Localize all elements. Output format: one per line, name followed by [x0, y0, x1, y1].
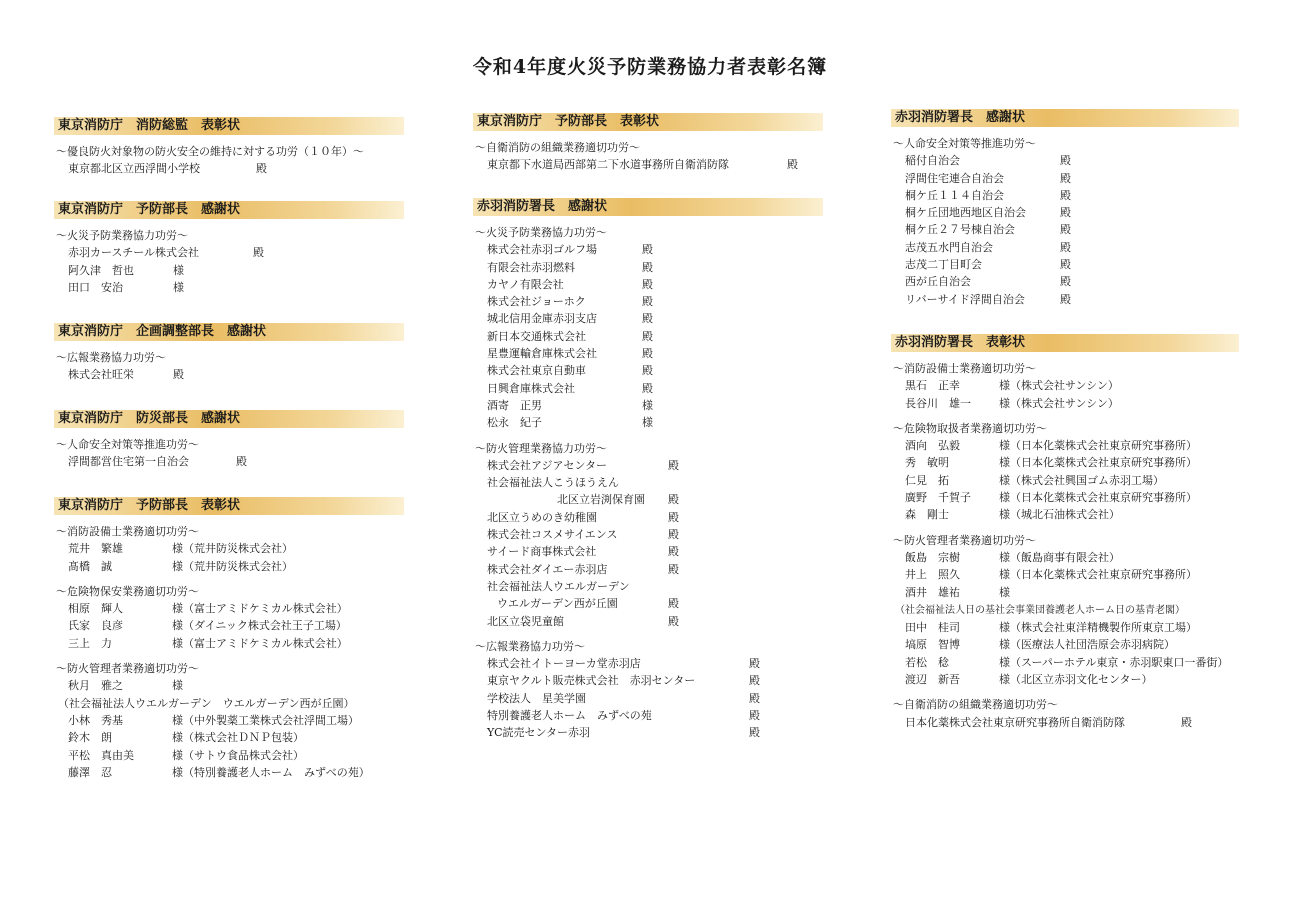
recipient-row [905, 152, 1239, 169]
recipient-name: 井上 照久 [905, 568, 960, 582]
honorific: 様 [172, 679, 183, 693]
award-section [54, 201, 404, 296]
recipient-name: 星豊運輸倉庫株式会社 [487, 347, 597, 361]
recipient-name: 稲付自治会 [905, 154, 960, 168]
honorific: 様（荒井防災株式会社） [172, 542, 293, 556]
recipient-name: 北区立岩渕保育園 [557, 493, 645, 507]
recipient-row [487, 345, 823, 362]
recipient-name: 阿久津 哲也 [68, 263, 134, 277]
recipient-name: 平松 真由美 [68, 748, 134, 762]
recipient-name: 相原 輝人 [68, 602, 123, 616]
honorific: 殿 [642, 312, 653, 326]
honorific: 様（スーパーホテル東京・赤羽駅東口一番街） [999, 655, 1229, 669]
recipient-name: 桐ケ丘２７号棟自治会 [905, 223, 1015, 237]
recipient-name: 廣野 千賀子 [905, 491, 971, 505]
recipient-row [905, 239, 1239, 256]
honorific: 殿 [256, 162, 267, 176]
recipient-row [68, 558, 404, 575]
honorific: 様 [642, 416, 653, 430]
recipient-row [487, 491, 823, 508]
honorific: 殿 [642, 295, 653, 309]
recipient-name: サイード商事株式会社 [487, 545, 597, 559]
honorific: 殿 [1060, 154, 1071, 168]
recipient-row [905, 549, 1239, 566]
section-header: 東京消防庁 予防部長 感謝状 [54, 201, 404, 219]
honorific: 殿 [1060, 292, 1071, 306]
recipient-name: 氏家 良彦 [68, 619, 123, 633]
honorific: 様（株式会社東洋精機製作所東京工場） [999, 621, 1197, 635]
honorific: 殿 [749, 726, 760, 740]
recipient-name: 志茂二丁目町会 [905, 258, 982, 272]
category-label: ～人命安全対策等推進功労～ [56, 438, 199, 451]
recipient-name: 酒井 雄祐 [905, 585, 960, 599]
recipient-name: 三上 力 [68, 636, 112, 650]
recipient-name: 浮間住宅連合自治会 [905, 171, 1004, 185]
category-label: ～人命安全対策等推進功労～ [893, 137, 1036, 150]
category-label: ～火災予防業務協力功労～ [475, 226, 607, 239]
honorific: 殿 [787, 158, 798, 172]
honorific: 殿 [749, 709, 760, 723]
recipient-name: カヤノ有限会社 [487, 277, 564, 291]
recipient-name: 日本化薬株式会社東京研究事務所自衛消防隊 [905, 715, 1125, 729]
recipient-name: 北区立うめのき幼稚園 [487, 510, 597, 524]
honorific: 殿 [642, 260, 653, 274]
award-section [54, 323, 404, 384]
honorific: 殿 [1060, 275, 1071, 289]
recipient-name: 有限会社赤羽燃料 [487, 260, 575, 274]
recipient-row [68, 160, 404, 177]
recipient-row [68, 600, 404, 617]
recipient-row [487, 414, 823, 431]
recipient-row [487, 156, 823, 173]
recipient-row [905, 291, 1239, 308]
recipient-row [487, 362, 823, 379]
recipient-row [487, 509, 823, 526]
recipient-name: 浮間都営住宅第一自治会 [68, 455, 189, 469]
recipient-name: 桐ケ丘１１４自治会 [905, 188, 1004, 202]
section-header: 赤羽消防署長 感謝状 [891, 109, 1239, 127]
recipient-name: 田口 安治 [68, 280, 123, 294]
recipient-row [487, 613, 823, 630]
recipient-name: 桐ケ丘団地西地区自治会 [905, 206, 1026, 220]
recipient-row [487, 526, 823, 543]
award-group [54, 523, 404, 575]
award-section [473, 113, 823, 174]
honorific: 殿 [1060, 188, 1071, 202]
honorific: 殿 [642, 381, 653, 395]
recipient-row [905, 256, 1239, 273]
recipient-name: 長谷川 雄一 [905, 396, 971, 410]
recipient-name: 西が丘自治会 [905, 275, 971, 289]
honorific: 様 [173, 263, 184, 277]
recipient-name: 東京都北区立西浮間小学校 [68, 162, 200, 176]
recipient-row [905, 714, 1239, 731]
recipient-name: 社会福祉法人こうほうえん [487, 476, 619, 490]
recipient-row [905, 221, 1239, 238]
recipient-row [905, 489, 1239, 506]
recipient-row [895, 601, 1239, 619]
honorific: 様（医療法人社団浩原会赤羽病院） [999, 638, 1175, 652]
category-label: ～自衛消防の組織業務適切功労～ [893, 698, 1058, 712]
honorific: 様（サトウ食品株式会社） [172, 748, 304, 762]
honorific: 様 [642, 398, 653, 412]
award-section [891, 334, 1239, 731]
award-group [54, 436, 404, 471]
recipient-row [905, 454, 1239, 471]
recipient-row [58, 695, 404, 712]
category-label: ～自衛消防の組織業務適切功労～ [475, 141, 640, 154]
honorific: 殿 [749, 674, 760, 688]
recipient-name: 学校法人 星美学園 [487, 691, 586, 705]
section-header: 赤羽消防署長 感謝状 [473, 198, 823, 216]
recipient-name: 特別養護老人ホーム みずべの苑 [487, 709, 652, 723]
honorific: 様（株式会社興国ゴム赤羽工場） [999, 473, 1164, 487]
recipient-row [487, 707, 823, 724]
honorific: 様（荒井防災株式会社） [172, 559, 293, 573]
recipient-name: 酒寄 正男 [487, 398, 542, 412]
award-group [891, 532, 1239, 689]
recipient-name: 北区立袋児童館 [487, 614, 564, 628]
recipient-row [68, 244, 404, 261]
recipient-name: 日興倉庫株式会社 [487, 381, 575, 395]
recipient-row [487, 474, 823, 491]
recipient-name: 赤羽カースチール株式会社 [68, 246, 200, 260]
recipient-row [68, 453, 404, 470]
recipient-name: 藤澤 忍 [68, 765, 112, 779]
award-group [473, 440, 823, 630]
recipient-name: 東京都下水道局西部第二下水道事務所自衛消防隊 [487, 158, 729, 172]
category-label: ～防火管理者業務適切功労～ [56, 662, 199, 676]
recipient-name: 秋月 雅之 [68, 679, 123, 693]
section-header: 東京消防庁 企画調整部長 感謝状 [54, 323, 404, 341]
award-group [891, 696, 1239, 731]
section-header: 東京消防庁 予防部長 表彰状 [54, 497, 404, 515]
honorific: 殿 [1060, 258, 1071, 272]
honorific: 殿 [668, 614, 679, 628]
honorific: 様（中外製薬工業株式会社浮間工場） [172, 713, 359, 727]
document-title: 令和4年度火災予防業務協力者表彰名簿 [472, 56, 828, 78]
honorific: 殿 [1060, 171, 1071, 185]
honorific: 様（株式会社サンシン） [999, 396, 1119, 410]
category-label: ～広報業務協力功労～ [475, 639, 585, 653]
recipient-row [487, 310, 823, 327]
recipient-name: 株式会社東京自動車 [487, 364, 586, 378]
honorific: 殿 [749, 657, 760, 671]
honorific: 様（城北石油株式会社） [999, 508, 1120, 522]
honorific: 殿 [642, 364, 653, 378]
honorific: 様（日本化薬株式会社東京研究事務所） [999, 491, 1197, 505]
recipient-row [68, 279, 404, 296]
recipient-row [487, 690, 823, 707]
section-header: 赤羽消防署長 表彰状 [891, 334, 1239, 352]
award-group [473, 638, 823, 742]
honorific: 殿 [642, 329, 653, 343]
honorific: 殿 [668, 458, 679, 472]
recipient-row [487, 293, 823, 310]
honorific: 殿 [253, 246, 264, 260]
recipient-name: 城北信用金庫赤羽支店 [487, 312, 597, 326]
recipient-row [68, 635, 404, 652]
award-group [473, 224, 823, 432]
recipient-row [487, 655, 823, 672]
recipient-name: 渡辺 新吾 [905, 673, 960, 687]
recipient-name: 鈴木 朗 [68, 731, 112, 745]
recipient-row [487, 328, 823, 345]
recipient-row [68, 540, 404, 557]
recipient-name: 株式会社アジアセンター [487, 458, 608, 472]
honorific: 様（日本化薬株式会社東京研究事務所） [999, 568, 1197, 582]
recipient-row [68, 262, 404, 279]
honorific: 様（富士アミドケミカル株式会社） [172, 602, 348, 616]
recipient-name: 飯島 宗樹 [905, 550, 960, 564]
honorific: 様 [173, 280, 184, 294]
recipient-name: 黒石 正幸 [905, 379, 960, 393]
recipient-name: 新日本交通株式会社 [487, 329, 586, 343]
recipient-row [68, 729, 404, 746]
award-group [891, 135, 1239, 308]
honorific: 様（ダイニック株式会社王子工場） [172, 619, 347, 633]
recipient-row [487, 380, 823, 397]
recipient-name: 株式会社ジョーホク [487, 295, 586, 309]
recipient-row [68, 617, 404, 634]
honorific: 様（株式会社ＤＮＰ包装） [172, 731, 304, 745]
recipient-row [68, 764, 404, 781]
honorific: 殿 [642, 277, 653, 291]
section-header: 東京消防庁 消防総監 表彰状 [54, 117, 404, 135]
recipient-row [905, 506, 1239, 523]
recipient-row [487, 543, 823, 560]
award-group [54, 227, 404, 296]
award-group [473, 139, 823, 174]
honorific: 殿 [668, 597, 679, 611]
honorific: 様（富士アミドケミカル株式会社） [172, 636, 348, 650]
recipient-row [905, 187, 1239, 204]
recipient-row [68, 366, 404, 383]
recipient-row [905, 273, 1239, 290]
honorific: 様（特別養護老人ホーム みずべの苑） [172, 765, 370, 779]
recipient-row [905, 170, 1239, 187]
honorific: 殿 [236, 455, 247, 469]
award-section [54, 497, 404, 781]
recipient-name: リバーサイド浮間自治会 [905, 292, 1025, 306]
recipient-name: 東京ヤクルト販売株式会社 赤羽センター [487, 674, 696, 688]
recipient-row [905, 377, 1239, 394]
recipient-affiliation: （社会福祉法人ウエルガーデン ウエルガーデン西が丘園） [58, 696, 355, 710]
recipient-row [905, 654, 1239, 671]
recipient-row [905, 584, 1239, 601]
recipient-row [487, 276, 823, 293]
recipient-name: 株式会社コスメサイエンス [487, 528, 618, 542]
recipient-name: 荒井 繁雄 [68, 542, 123, 556]
recipient-name: 髙橋 誠 [68, 559, 112, 573]
recipient-row [487, 595, 823, 612]
recipient-name: 秀 敏明 [905, 456, 949, 470]
honorific: 殿 [668, 528, 679, 542]
recipient-row [487, 241, 823, 258]
recipient-row [487, 561, 823, 578]
award-section [54, 117, 404, 178]
honorific: 様 [999, 585, 1010, 599]
honorific: 殿 [668, 493, 679, 507]
recipient-row [905, 619, 1239, 636]
category-label: ～消防設備士業務適切功労～ [56, 525, 199, 538]
honorific: 殿 [173, 368, 184, 382]
recipient-row [68, 712, 404, 729]
honorific: 様（日本化薬株式会社東京研究事務所） [999, 439, 1197, 453]
recipient-name: 志茂五水門自治会 [905, 240, 993, 254]
honorific: 殿 [642, 347, 653, 361]
honorific: 様（北区立赤羽文化センター） [999, 673, 1153, 687]
recipient-row [905, 472, 1239, 489]
category-label: ～危険物保安業務適切功労～ [56, 584, 199, 598]
recipient-name: 株式会社ダイエー赤羽店 [487, 562, 608, 576]
recipient-row [487, 457, 823, 474]
award-group [54, 660, 404, 781]
category-label: ～危険物取扱者業務適切功労～ [893, 421, 1047, 435]
recipient-affiliation: （社会福祉法人日の基社会事業団養護老人ホーム日の基青老閣） [895, 604, 1185, 616]
award-section [54, 410, 404, 471]
recipient-name: 酒向 弘毅 [905, 439, 960, 453]
honorific: 様（飯島商事有限会社） [999, 550, 1120, 564]
award-group [54, 143, 404, 178]
award-section [891, 109, 1239, 308]
category-label: ～優良防火対象物の防火安全の維持に対する功労（１０年）～ [56, 145, 364, 158]
honorific: 殿 [642, 243, 653, 257]
recipient-row [68, 677, 404, 694]
honorific: 殿 [668, 562, 679, 576]
recipient-row [905, 566, 1239, 583]
recipient-name: 塙原 智博 [905, 638, 960, 652]
recipient-name: YC読売センター赤羽 [487, 726, 591, 740]
recipient-name: 松永 紀子 [487, 416, 542, 430]
recipient-name: 仁見 拓 [905, 473, 949, 487]
recipient-name: 森 剛士 [905, 508, 949, 522]
award-group [54, 349, 404, 384]
honorific: 様（株式会社サンシン） [999, 379, 1119, 393]
award-group [54, 583, 404, 652]
recipient-row [487, 672, 823, 689]
category-label: ～広報業務協力功労～ [56, 351, 166, 364]
category-label: ～消防設備士業務適切功労～ [893, 362, 1036, 375]
honorific: 殿 [668, 545, 679, 559]
category-label: ～防火管理者業務適切功労～ [893, 533, 1036, 547]
recipient-name: 株式会社旺栄 [68, 368, 134, 382]
recipient-name: 社会福祉法人ウエルガーデン [487, 579, 630, 593]
recipient-name: 田中 桂司 [905, 621, 960, 635]
section-header: 東京消防庁 予防部長 表彰状 [473, 113, 823, 131]
recipient-row [905, 671, 1239, 688]
honorific: 殿 [1181, 715, 1192, 729]
recipient-row [905, 204, 1239, 221]
honorific: 殿 [1060, 206, 1071, 220]
recipient-row [905, 437, 1239, 454]
honorific: 殿 [1060, 240, 1071, 254]
section-header: 東京消防庁 防災部長 感謝状 [54, 410, 404, 428]
recipient-row [905, 395, 1239, 412]
category-label: ～防火管理業務協力功労～ [475, 441, 607, 455]
recipient-row [905, 636, 1239, 653]
recipient-name: 小林 秀基 [68, 713, 123, 727]
award-group [891, 420, 1239, 524]
honorific: 殿 [1060, 223, 1071, 237]
award-group [891, 360, 1239, 412]
recipient-name: ウエルガーデン西が丘園 [497, 597, 618, 611]
recipient-name: 株式会社イトーヨーカ堂赤羽店 [487, 657, 641, 671]
category-label: ～火災予防業務協力功労～ [56, 229, 188, 242]
award-section [473, 198, 823, 742]
honorific: 殿 [749, 691, 760, 705]
recipient-row [487, 397, 823, 414]
honorific: 殿 [668, 510, 679, 524]
recipient-row [487, 578, 823, 595]
recipient-row [487, 259, 823, 276]
recipient-row [487, 724, 823, 741]
recipient-name: 株式会社赤羽ゴルフ場 [487, 243, 597, 257]
recipient-name: 若松 稔 [905, 655, 949, 669]
recipient-row [68, 747, 404, 764]
honorific: 様（日本化薬株式会社東京研究事務所） [999, 456, 1197, 470]
